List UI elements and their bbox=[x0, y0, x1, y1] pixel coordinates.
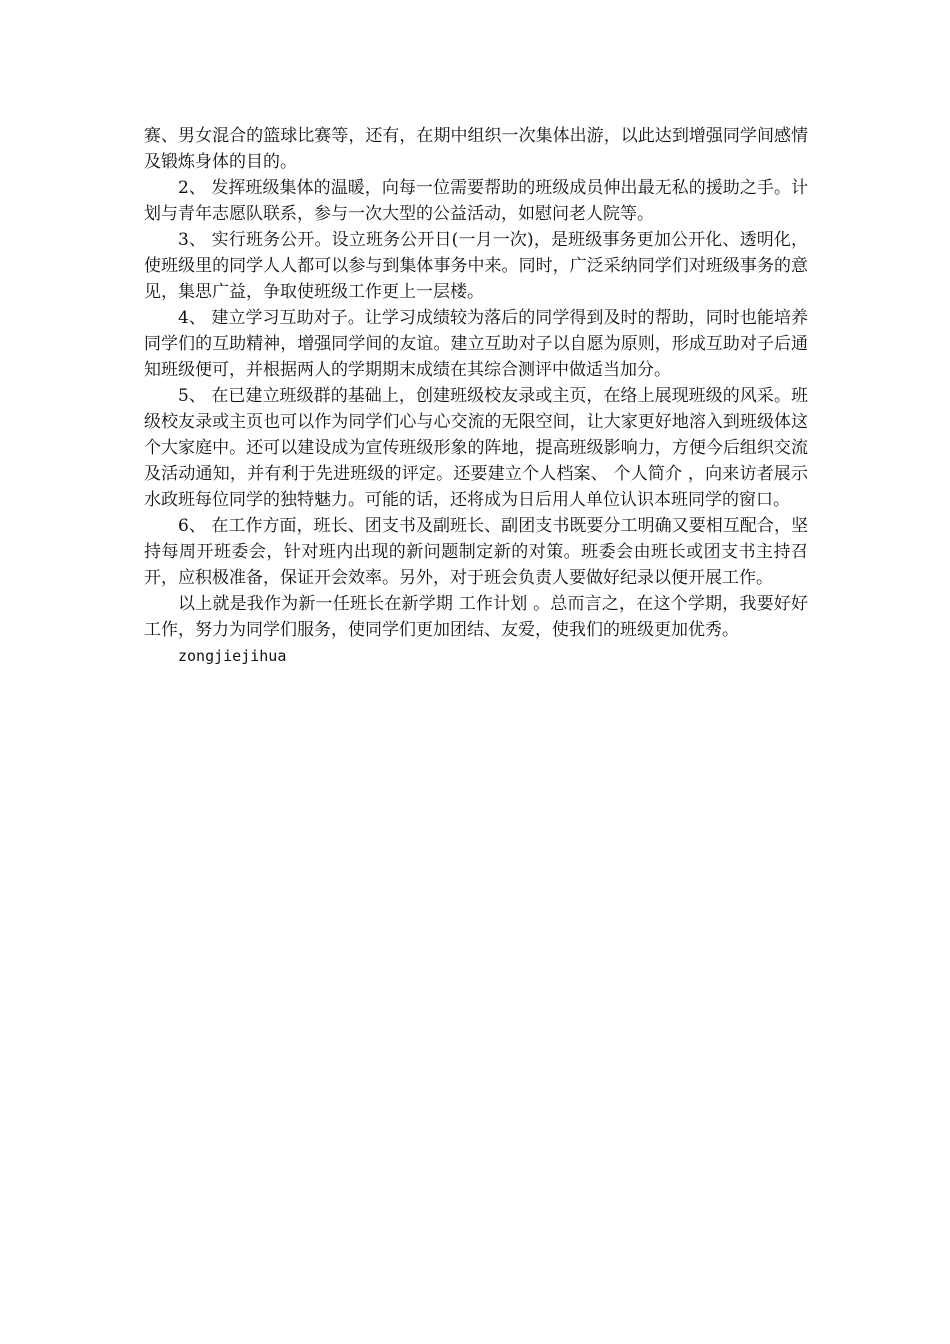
paragraph-item-3: 3、 实行班务公开。设立班务公开日(一月一次)，是班级事务更加公开化、透明化，使班级里的同学人人都可以参与到集体事务中来。同时，广泛采纳同学们对班级事务的意见，集思广益，争取使班级工作更上一层楼。 bbox=[144, 230, 808, 302]
footer-keyword: zongjiejihua bbox=[178, 647, 287, 665]
paragraph-continuation: 赛、男女混合的篮球比赛等，还有，在期中组织一次集体出游，以此达到增强同学间感情及锻炼身体的目的。 bbox=[144, 126, 808, 172]
paragraph-item-5: 5、 在已建立班级群的基础上，创建班级校友录或主页，在络上展现班级的风采。班级校友录或主页也可以作为同学们心与心交流的无限空间，让大家更好地溶入到班级体这个大家庭中。还可以建设成为宣传班级形象的阵地，提高班级影响力，方便今后组织交流及活动通知，并有利于先进班级的评定。还要建立个人档案、 个人简介 ，向来访者展示水政班每位同学的独特魅力。可能的话，还将成为日后用人单位认识本班同学的窗口。 bbox=[144, 386, 808, 510]
paragraph-item-6: 6、 在工作方面，班长、团支书及副班长、副团支书既要分工明确又要相互配合，坚持每周开班委会，针对班内出现的新问题制定新的对策。班委会由班长或团支书主持召开，应积极准备，保证开会效率。另外，对于班会负责人要做好纪录以便开展工作。 bbox=[144, 516, 808, 588]
paragraph-item-4: 4、 建立学习互助对子。让学习成绩较为落后的同学得到及时的帮助，同时也能培养同学们的互助精神，增强同学间的友谊。建立互助对子以自愿为原则，形成互助对子后通知班级便可，并根据两人的学期期末成绩在其综合测评中做适当加分。 bbox=[144, 308, 808, 380]
paragraph-conclusion: 以上就是我作为新一任班长在新学期 工作计划 。总而言之，在这个学期，我要好好工作，努力为同学们服务，使同学们更加团结、友爱，使我们的班级更加优秀。 bbox=[144, 594, 808, 640]
paragraph-item-2: 2、 发挥班级集体的温暖，向每一位需要帮助的班级成员伸出最无私的援助之手。计划与青年志愿队联系，参与一次大型的公益活动，如慰问老人院等。 bbox=[144, 178, 808, 224]
document-body bbox=[144, 123, 808, 669]
